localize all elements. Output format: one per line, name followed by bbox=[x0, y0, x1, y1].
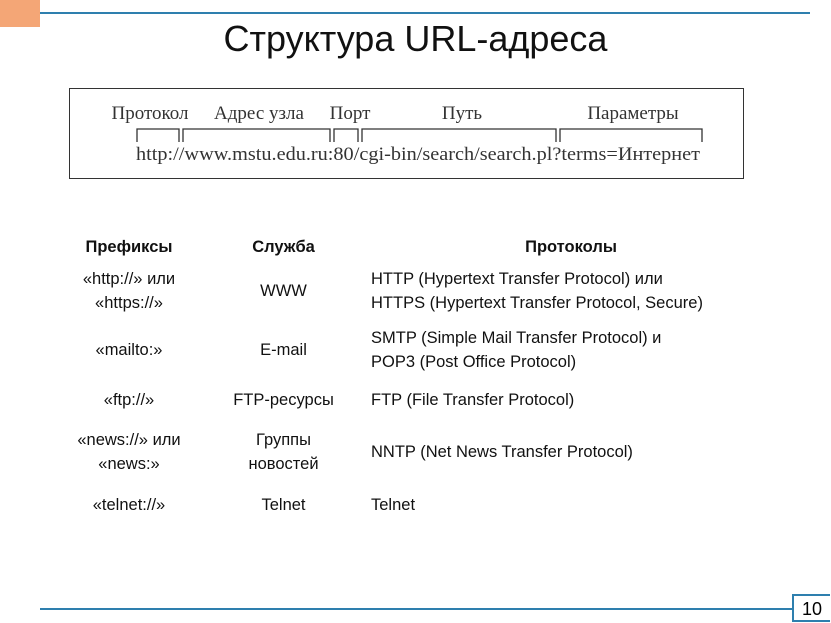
label-path: Путь bbox=[441, 103, 483, 124]
prefix-table bbox=[62, 232, 771, 526]
header-service: Служба bbox=[252, 237, 315, 256]
bracket-port bbox=[334, 129, 358, 142]
header-protocols: Протоколы bbox=[525, 237, 617, 256]
table-row bbox=[62, 420, 771, 484]
example-url: http://www.mstu.edu.ru:80/cgi-bin/search/search.pl?terms=Интернет bbox=[136, 144, 701, 165]
cell-proto-line: SMTP (Simple Mail Transfer Protocol) и bbox=[371, 329, 662, 347]
bracket-protocol bbox=[137, 129, 179, 142]
cell-prefix-line: «news:» bbox=[98, 455, 160, 473]
cell-prefix-line: «http://» или bbox=[82, 270, 176, 288]
table-row bbox=[62, 320, 771, 380]
cell-prefix: «ftp://» bbox=[103, 391, 155, 409]
cell-service: E-mail bbox=[260, 341, 307, 359]
cell-protocols: FTP (File Transfer Protocol) bbox=[371, 391, 575, 409]
cell-proto-line: HTTP (Hypertext Transfer Protocol) или bbox=[371, 270, 663, 288]
cell-prefix: «mailto:» bbox=[95, 341, 163, 359]
cell-service: WWW bbox=[260, 282, 307, 300]
label-params: Параметры bbox=[587, 103, 679, 124]
cell-protocols bbox=[371, 262, 771, 320]
bracket-path bbox=[362, 129, 556, 142]
slide-title: Структура URL-адреса bbox=[223, 18, 608, 59]
label-host: Адрес узла bbox=[214, 103, 304, 124]
cell-prefix bbox=[62, 420, 196, 484]
bracket-params bbox=[560, 129, 702, 142]
cell-proto-line: POP3 (Post Office Protocol) bbox=[371, 353, 577, 371]
cell-prefix-line: «https://» bbox=[95, 294, 163, 312]
table-row bbox=[62, 484, 771, 526]
header-prefix: Префиксы bbox=[85, 237, 173, 256]
cell-service: FTP-ресурсы bbox=[233, 391, 334, 409]
cell-prefix-line: «news://» или bbox=[77, 431, 181, 449]
bottom-divider bbox=[40, 608, 792, 610]
cell-protocols: NNTP (Net News Transfer Protocol) bbox=[371, 443, 633, 461]
cell-service bbox=[196, 420, 371, 484]
cell-prefix bbox=[62, 262, 196, 320]
table-header-row bbox=[62, 232, 771, 262]
cell-prefix: «telnet://» bbox=[92, 496, 166, 514]
cell-protocols: Telnet bbox=[371, 496, 416, 514]
cell-service-line: Группы bbox=[256, 431, 311, 449]
cell-protocols bbox=[371, 320, 771, 380]
url-structure-diagram bbox=[69, 88, 744, 179]
url-diagram-svg bbox=[70, 89, 745, 180]
table-row bbox=[62, 380, 771, 420]
label-port: Порт bbox=[329, 103, 371, 124]
bracket-host bbox=[183, 129, 330, 142]
label-protocol: Протокол bbox=[111, 103, 189, 124]
cell-proto-line: HTTPS (Hypertext Transfer Protocol, Secure) bbox=[371, 294, 703, 312]
table-row bbox=[62, 262, 771, 320]
cell-service: Telnet bbox=[261, 496, 306, 514]
top-divider bbox=[40, 12, 810, 14]
cell-service-line: новостей bbox=[248, 455, 319, 473]
page-number: 10 bbox=[792, 594, 830, 622]
